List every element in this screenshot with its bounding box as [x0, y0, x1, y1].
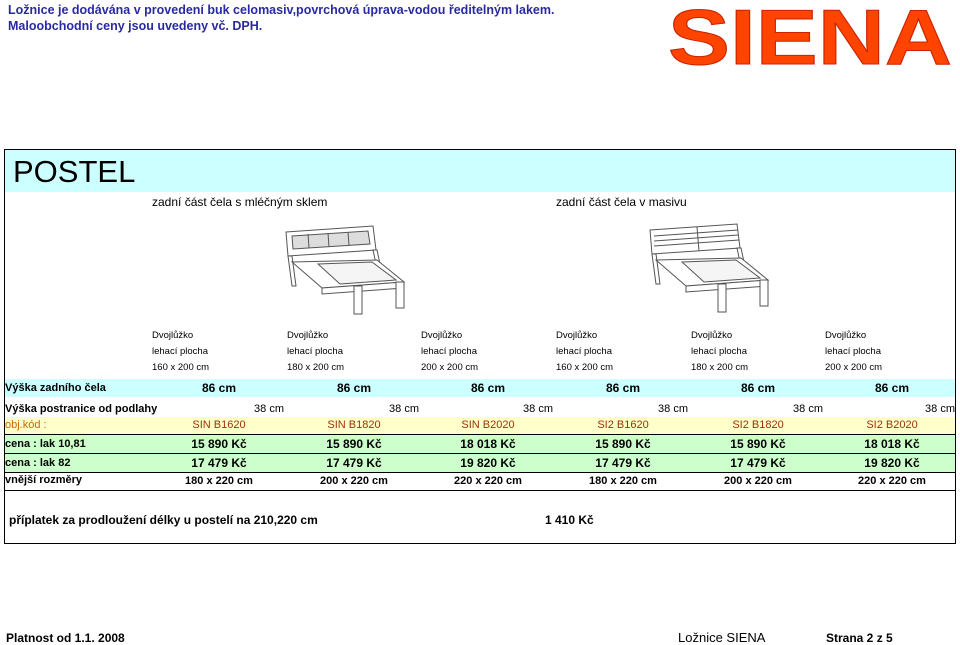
table-cell: 18 018 Kč: [460, 437, 516, 451]
bed-size: 200 x 200 cm: [825, 362, 883, 373]
table-cell: 17 479 Kč: [326, 456, 382, 470]
header-line-2: Maloobchodní ceny jsou uvedeny vč. DPH.: [8, 18, 263, 33]
table-cell: SIN B1620: [192, 419, 246, 431]
bed-type: Dvojlůžko: [556, 330, 598, 341]
row-product-code: [5, 417, 955, 434]
row-label: obj.kód :: [5, 419, 47, 431]
bed-illustration-wood: [642, 222, 772, 314]
table-cell: 15 890 Kč: [326, 437, 382, 451]
table-cell: 17 479 Kč: [730, 456, 786, 470]
bed-size: 180 x 200 cm: [691, 362, 749, 373]
table-cell: 38 cm: [658, 403, 688, 415]
price-list-header: [8, 3, 554, 34]
table-cell: 19 820 Kč: [864, 456, 920, 470]
bed-type: Dvojlůžko: [421, 330, 463, 341]
table-cell: 15 890 Kč: [191, 437, 247, 451]
table-cell: SI2 B1620: [597, 419, 649, 431]
bed-type: Dvojlůžko: [691, 330, 733, 341]
page-title: POSTEL: [13, 154, 136, 189]
table-cell: 220 x 220 cm: [454, 475, 522, 487]
table-cell: 180 x 220 cm: [589, 475, 657, 487]
table-cell: 86 cm: [470, 381, 506, 395]
bed-area-label: lehací plocha: [152, 346, 208, 357]
title-band: [5, 150, 955, 192]
row-label: vnější rozměry: [5, 474, 83, 486]
surcharge-label: příplatek za prodloužení délky u postelí na 210,220 cm: [9, 513, 318, 527]
row-headboard-height: [5, 379, 955, 397]
bed-size: 180 x 200 cm: [287, 362, 345, 373]
table-cell: 38 cm: [389, 403, 419, 415]
bed-size: 200 x 200 cm: [421, 362, 479, 373]
table-cell: 86 cm: [874, 381, 910, 395]
bed-type: Dvojlůžko: [825, 330, 867, 341]
table-cell: 38 cm: [254, 403, 284, 415]
bed-area-label: lehací plocha: [691, 346, 747, 357]
footer-page-number: Strana 2 z 5: [826, 631, 893, 645]
table-cell: SIN B1820: [327, 419, 381, 431]
table-cell: 86 cm: [336, 381, 372, 395]
table-cell: 180 x 220 cm: [185, 475, 253, 487]
table-cell: 200 x 220 cm: [724, 475, 792, 487]
table-cell: 86 cm: [740, 381, 776, 395]
bed-illustration-glass: [278, 224, 408, 316]
table-cell: SI2 B1820: [732, 419, 784, 431]
table-cell: 38 cm: [523, 403, 553, 415]
subtitle-solid-wood: zadní část čela v masivu: [556, 195, 687, 209]
table-cell: 17 479 Kč: [191, 456, 247, 470]
row-label: Výška zadního čela: [5, 382, 106, 394]
footer-collection: Ložnice SIENA: [678, 630, 766, 645]
table-cell: 38 cm: [925, 403, 955, 415]
bed-price-table: [4, 149, 956, 544]
bed-area-label: lehací plocha: [556, 346, 612, 357]
bed-size: 160 x 200 cm: [556, 362, 614, 373]
table-cell: 38 cm: [793, 403, 823, 415]
row-side-height: [5, 400, 955, 417]
surcharge-value: 1 410 Kč: [545, 513, 594, 527]
row-price-lak-82: [5, 454, 955, 472]
siena-logo: [664, 0, 956, 74]
bed-type: Dvojlůžko: [287, 330, 329, 341]
bed-spec: [152, 328, 209, 376]
table-cell: 17 479 Kč: [595, 456, 651, 470]
table-cell: 86 cm: [605, 381, 641, 395]
footer-valid-from: Platnost od 1.1. 2008: [6, 631, 125, 645]
bed-spec: [556, 328, 613, 376]
bed-spec: [691, 328, 748, 376]
row-price-lak-1081: [5, 435, 955, 453]
row-label: cena : lak 82: [5, 457, 71, 469]
logo-wordmark: SIENA: [668, 0, 952, 74]
bed-spec: [421, 328, 478, 376]
table-cell: 86 cm: [201, 381, 237, 395]
table-cell: 15 890 Kč: [730, 437, 786, 451]
bed-spec: [825, 328, 882, 376]
row-divider: [5, 490, 955, 491]
bed-area-label: lehací plocha: [825, 346, 881, 357]
bed-type: Dvojlůžko: [152, 330, 194, 341]
table-cell: SIN B2020: [461, 419, 515, 431]
row-outer-dimensions: [5, 473, 955, 490]
table-cell: SI2 B2020: [866, 419, 918, 431]
table-cell: 19 820 Kč: [460, 456, 516, 470]
bed-area-label: lehací plocha: [287, 346, 343, 357]
header-line-1: Ložnice je dodávána v provedení buk celomasiv,povrchová úprava-vodou ředitelným lakem.: [8, 3, 555, 17]
row-label: cena : lak 10,81: [5, 438, 86, 450]
bed-area-label: lehací plocha: [421, 346, 477, 357]
table-cell: 200 x 220 cm: [320, 475, 388, 487]
bed-spec: [287, 328, 344, 376]
table-cell: 220 x 220 cm: [858, 475, 926, 487]
table-cell: 18 018 Kč: [864, 437, 920, 451]
subtitle-milk-glass: zadní část čela s mléčným sklem: [152, 195, 328, 209]
table-cell: 15 890 Kč: [595, 437, 651, 451]
bed-size: 160 x 200 cm: [152, 362, 210, 373]
row-label: Výška postranice od podlahy: [5, 403, 158, 415]
